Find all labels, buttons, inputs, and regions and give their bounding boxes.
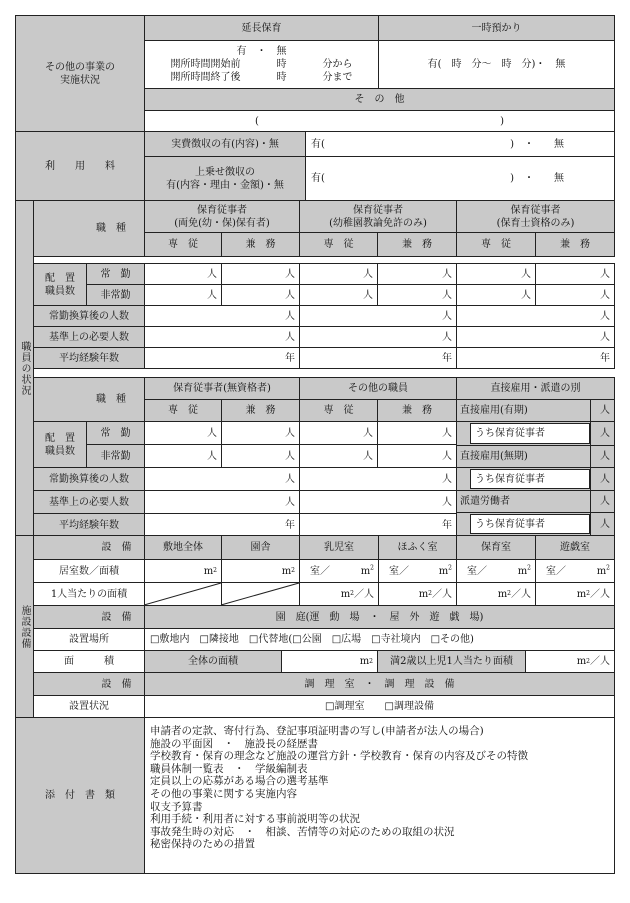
- unit-m2: m: [203, 565, 214, 577]
- staff-count-cell[interactable]: 人: [221, 263, 300, 285]
- hour-label: 時: [276, 72, 287, 83]
- extra-charge-label: [144, 156, 306, 201]
- staff-count-cell[interactable]: 人: [299, 444, 378, 468]
- staff-total-cell[interactable]: 人: [299, 305, 457, 327]
- staff-total-cell[interactable]: 年: [144, 347, 300, 369]
- staff-count-cell[interactable]: 人: [144, 421, 222, 445]
- full-time-equiv-label: 常勤換算後の人数: [33, 467, 145, 491]
- per-child-cell[interactable]: m 2 ／人: [535, 582, 615, 606]
- employment-count-cell[interactable]: 人: [590, 512, 615, 536]
- total-area-label: 全体の面積: [144, 650, 282, 673]
- unit-m2: m: [438, 565, 449, 577]
- employment-sub-label: うち保育従事者: [470, 423, 590, 444]
- room-area-cell[interactable]: 室／ $m^2$: [299, 559, 379, 583]
- staff-total-cell[interactable]: 人: [456, 305, 615, 327]
- unit-m2: m: [517, 565, 528, 577]
- actual-cost-label: 実費徴収の有(内容)・無: [144, 131, 306, 157]
- paren-close: ): [500, 115, 504, 127]
- na-diagonal: [221, 583, 299, 605]
- unit-room: 室／: [310, 565, 330, 577]
- location-options[interactable]: □敷地内 □隣接地 □代替地(□公園 □広場 □寺社境内 □その他): [144, 628, 615, 651]
- before-open-label: 開所時間開始前: [170, 59, 241, 70]
- equipment-label: [33, 605, 145, 629]
- staff-total-cell[interactable]: 年: [299, 513, 457, 537]
- unit-per: ／人: [590, 588, 610, 600]
- other-business-label-text: その他の事業の 実施状況: [45, 61, 115, 86]
- staff-group-header: 保育従事者(無資格者): [144, 377, 300, 400]
- employment-label: 直接雇用(無期): [460, 451, 528, 462]
- actual-cost-value: [305, 131, 615, 157]
- room-header: 乳児室: [299, 535, 379, 560]
- install-label: 設置状況: [33, 695, 145, 718]
- extended-care-detail: [144, 40, 379, 89]
- staff-total-cell[interactable]: 人: [144, 490, 300, 514]
- exclusive-header: 専 従: [456, 232, 536, 257]
- attachment-item: 秘密保持のための措置: [150, 838, 255, 851]
- room-area-cell[interactable]: m 2: [221, 559, 300, 583]
- attachments-label: 添 付 書 類: [15, 717, 145, 874]
- placement-label: [33, 263, 87, 306]
- attachment-item: 収支予算書: [150, 800, 203, 813]
- na-diagonal: [144, 583, 221, 605]
- staff-count-cell[interactable]: 人: [456, 284, 536, 306]
- staff-total-cell[interactable]: 年: [144, 513, 300, 537]
- unit-room: 室／: [389, 565, 409, 577]
- na-diagonal-lines: [144, 582, 304, 607]
- extra-charge-suffix: ) ・ 無: [510, 173, 564, 184]
- concurrent-header: 兼 務: [377, 399, 457, 422]
- occupation-label: [33, 377, 145, 422]
- staff-count-cell[interactable]: 人: [144, 444, 222, 468]
- staff-group-header-text: 保育従事者 (両免(幼・保)保有者): [174, 204, 270, 229]
- room-header: 敷地全体: [144, 535, 222, 560]
- garden-header: 園 庭(運 動 場 ・ 屋 外 遊 戯 場): [144, 605, 615, 629]
- full-time-label: 常 勤: [86, 421, 145, 445]
- staff-total-cell[interactable]: 人: [299, 490, 457, 514]
- employment-count-cell[interactable]: 人: [590, 490, 615, 513]
- room-header: 園舎: [221, 535, 300, 560]
- unit-m2: m: [359, 656, 370, 667]
- occupation-label-text: 職 種: [96, 394, 126, 405]
- staff-total-cell[interactable]: 人: [456, 326, 615, 348]
- exclusive-header: 専 従: [299, 232, 378, 257]
- paren-open: (: [255, 115, 259, 127]
- extra-charge-line2: 有(内容・理由・金額)・無: [166, 179, 284, 191]
- attachment-item: 職員体制一覧表 ・ 学級編制表: [150, 762, 308, 775]
- placement-label: [33, 421, 87, 468]
- location-label: 設置場所: [33, 628, 145, 651]
- part-time-label: 非常勤: [86, 444, 145, 468]
- attachment-item: 利用手続・利用者に対する事前説明等の状況: [150, 813, 360, 826]
- after-close-label: 開所時間終了後: [170, 72, 241, 83]
- extended-care-availability: 有 ・ 無: [236, 46, 287, 57]
- unit-m2: m: [576, 656, 587, 667]
- unit-m2: m: [576, 588, 587, 600]
- exclusive-header: 専 従: [144, 232, 222, 257]
- staff-group-header: [299, 200, 457, 233]
- staff-count-cell[interactable]: 人: [221, 421, 300, 445]
- room-area-cell[interactable]: 室／ $m^2$: [535, 559, 615, 583]
- temporary-care-value: 有( 時 分～ 時 分)・ 無: [378, 40, 615, 89]
- unit-per: ／人: [354, 588, 374, 600]
- per-child-cell[interactable]: m 2 ／人: [299, 582, 379, 606]
- avg-experience-label: 平均経験年数: [33, 347, 145, 369]
- staff-total-cell[interactable]: 人: [299, 326, 457, 348]
- staff-count-cell[interactable]: 人: [221, 444, 300, 468]
- placement-label-text: 配 置 職員数: [45, 432, 75, 457]
- employment-count-cell[interactable]: 人: [590, 399, 615, 422]
- room-header: ほふく室: [378, 535, 457, 560]
- hour-label: 時: [276, 59, 287, 70]
- attachment-item: 学校教育・保育の理念など施設の運営方針・学校教育・保育の内容及びその特徴: [150, 750, 528, 763]
- employment-count-cell[interactable]: 人: [590, 467, 615, 491]
- employment-count-cell[interactable]: 人: [590, 421, 615, 446]
- staff-total-cell[interactable]: 人: [144, 305, 300, 327]
- room-area-cell[interactable]: 室／ $m^2$: [456, 559, 536, 583]
- equipment-label: [33, 535, 145, 560]
- employment-sub-label: うち保育従事者: [470, 514, 590, 534]
- unit-room: 室／: [467, 565, 487, 577]
- staff-group-header: 直接雇用・派遣の別: [456, 377, 615, 400]
- concurrent-header: 兼 務: [221, 399, 300, 422]
- unit-per: ／人: [511, 588, 531, 600]
- staff-count-cell[interactable]: 人: [299, 263, 378, 285]
- per-child-label: 1人当たりの面積: [33, 582, 145, 606]
- equipment-label-text: 設 備: [101, 611, 132, 623]
- min-until-label: 分まで: [322, 72, 353, 83]
- equipment-label: [33, 672, 145, 696]
- staff-total-cell[interactable]: 年: [456, 347, 615, 369]
- unit-m2: m: [360, 565, 371, 577]
- staff-count-cell[interactable]: 人: [377, 263, 457, 285]
- staff-group-header: [456, 200, 615, 233]
- unit-m2: m: [281, 565, 292, 577]
- part-time-label: 非常勤: [86, 284, 145, 306]
- staff-group-header-text: 保育従事者 (幼稚園教論免許のみ): [329, 204, 427, 229]
- unit-room: 室／: [546, 565, 566, 577]
- room-area-cell[interactable]: 室／ $m^2$: [378, 559, 457, 583]
- employment-sub-label: うち保育従事者: [470, 469, 590, 489]
- attachment-item: 申請者の定款、寄付行為、登記事項証明書の写し(申請者が法人の場合): [150, 725, 484, 737]
- attachment-item: 事故発生時の対応 ・ 相談、苦情等の対応のための取組の状況: [150, 825, 455, 838]
- extended-care-header: 延長保育: [144, 15, 379, 41]
- concurrent-header: 兼 務: [377, 232, 457, 257]
- staff-total-cell[interactable]: 年: [299, 347, 457, 369]
- staff-count-cell[interactable]: 人: [377, 444, 457, 468]
- employment-label: 派遣労働者: [460, 496, 510, 507]
- staff-count-cell[interactable]: 人: [377, 421, 457, 445]
- staff-count-cell[interactable]: 人: [299, 421, 378, 445]
- concurrent-header: 兼 務: [535, 232, 615, 257]
- full-time-equiv-label: 常勤換算後の人数: [33, 305, 145, 327]
- unit-m2: m: [340, 588, 351, 600]
- staff-total-cell[interactable]: 人: [144, 326, 300, 348]
- staff-count-cell[interactable]: 人: [144, 284, 222, 306]
- other-business-label: [15, 15, 145, 132]
- equipment-label-text: 設 備: [101, 678, 132, 690]
- staff-section-label: 職員の状況: [15, 200, 34, 536]
- required-label: 基準上の必要人数: [33, 326, 145, 348]
- staff-count-cell[interactable]: 人: [221, 284, 300, 306]
- employment-count-cell[interactable]: 人: [590, 445, 615, 468]
- attachment-item: 施設の平面図 ・ 施設長の経歴書: [150, 737, 318, 750]
- room-header: 保育室: [456, 535, 536, 560]
- attachments-list: [150, 725, 620, 851]
- kitchen-header: 調 理 室 ・ 調 理 設 備: [144, 672, 615, 696]
- staff-count-cell[interactable]: 人: [144, 263, 222, 285]
- staff-total-cell[interactable]: 人: [144, 467, 300, 491]
- full-time-label: 常 勤: [86, 263, 145, 285]
- area-label: 面 積: [33, 650, 145, 673]
- staff-count-cell[interactable]: 人: [535, 263, 615, 285]
- staff-count-cell[interactable]: 人: [299, 284, 378, 306]
- staff-count-cell[interactable]: 人: [456, 263, 536, 285]
- staff-group-header: その他の職員: [299, 377, 457, 400]
- exclusive-header: 専 従: [144, 399, 222, 422]
- staff-count-cell[interactable]: 人: [535, 284, 615, 306]
- facilities-section-label: 施設設備: [15, 535, 34, 718]
- other-header: そ の 他: [144, 88, 615, 111]
- extra-charge-value: [305, 156, 615, 201]
- over2-label: 満2歳以上児1人当たり面積: [377, 650, 526, 673]
- actual-cost-suffix: ) ・ 無: [510, 138, 564, 150]
- occupation-label-text: 職 種: [96, 223, 126, 234]
- attachment-item: その他の事業に関する実施内容: [150, 787, 297, 800]
- attachment-item: 定員以上の応募がある場合の選考基準: [150, 775, 329, 788]
- staff-group-header: [144, 200, 300, 233]
- equipment-label-text: 設 備: [101, 542, 132, 553]
- install-options[interactable]: □調理室 □調理設備: [144, 695, 615, 718]
- required-label: 基準上の必要人数: [33, 490, 145, 514]
- room-header: 遊戯室: [535, 535, 615, 560]
- unit-per: ／人: [432, 588, 452, 600]
- actual-cost-prefix: 有(: [311, 138, 325, 150]
- unit-m2: m: [418, 588, 429, 600]
- min-from-label: 分から: [322, 59, 353, 70]
- total-area-value[interactable]: m 2: [281, 650, 378, 673]
- placement-label-text: 配 置 職員数: [45, 272, 75, 297]
- avg-experience-label: 平均経験年数: [33, 513, 145, 537]
- per-child-cell[interactable]: m 2 ／人: [378, 582, 457, 606]
- room-area-label: 居室数／面積: [33, 559, 145, 583]
- over2-value[interactable]: m 2 ／人: [525, 650, 615, 673]
- room-area-cell[interactable]: m 2: [144, 559, 222, 583]
- staff-count-cell[interactable]: 人: [377, 284, 457, 306]
- extra-charge-line1: 上乗せ徴収の: [195, 166, 255, 178]
- staff-total-cell[interactable]: 人: [299, 467, 457, 491]
- occupation-label: [33, 200, 145, 257]
- unit-m2: m: [497, 588, 508, 600]
- other-value: [144, 110, 615, 132]
- unit-m2: m: [596, 565, 607, 577]
- staff-group-header-text: 保育従事者 (保育士資格のみ): [496, 204, 575, 229]
- temporary-care-header: 一時預かり: [378, 15, 615, 41]
- unit-per: ／人: [590, 656, 610, 667]
- concurrent-header: 兼 務: [221, 232, 300, 257]
- exclusive-header: 専 従: [299, 399, 378, 422]
- employment-label: 直接雇用(有期): [460, 405, 528, 416]
- extra-charge-prefix: 有(: [311, 173, 325, 184]
- per-child-cell[interactable]: m 2 ／人: [456, 582, 536, 606]
- fees-label: 利 用 料: [15, 131, 145, 201]
